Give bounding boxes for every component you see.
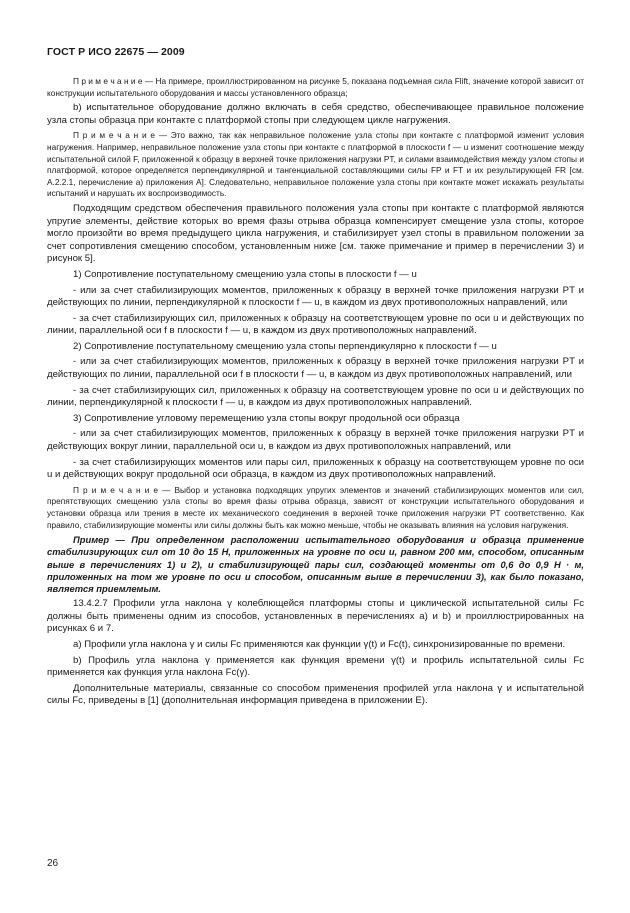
page-number: 26 bbox=[47, 858, 59, 869]
list-item: a) Профили угла наклона γ и силы Fc применяются как функции γ(t) и Fc(t), синхронизированные по времени. bbox=[73, 638, 566, 650]
body-paragraph: b) испытательное оборудование должно включать в себя средство, обеспечивающее правильное положение узла стопы образца при контакте с платформой стопы при следующем цикле нагружения. bbox=[47, 102, 584, 126]
list-item-heading: 1) Сопротивление поступательному смещению узла стопы в плоскости f — u bbox=[73, 268, 417, 280]
list-item: - или за счет стабилизирующих моментов, приложенных к образцу в верхней точке приложения нагрузки PT и действующих вокруг линии, параллельной оси u, в каждом из двух противоположных направлений, или bbox=[47, 428, 584, 453]
list-item: - за счет стабилизирующих сил, приложенных к образцу на соответствующем уровне по оси u и действующих по линии, параллельной оси f в плоскости f — u, в каждом из двух противоположных направлений. bbox=[47, 312, 584, 337]
note-paragraph: П р и м е ч а н и е — Это важно, так как неправильное положение узла стопы при контакте с платформой изменит условия нагружения. Например, неправильное положение узла стопы при контакте с платформой в плоскости f — u изменит соотношение между испытательной силой F, приложенной к образцу в верхней точке приложения нагрузки PT, и силами взаимодействия между узлом стопы и платформой, которое определяется перпендикулярной и тангенциальной составляющими силы FP и FT и их результирующей FR [см. А.2.2.1, перечисление а) приложения А]. Следовательно, неправильное положение узла стопы при контакте может искажать результаты испытаний и нарушать их воспроизводимость. bbox=[47, 130, 584, 199]
list-item: - или за счет стабилизирующих моментов, приложенных к образцу в верхней точке приложения нагрузки PT и действующих по линии, перпендикулярной к плоскости f — u, в каждом из двух противоположных направлений, или bbox=[47, 284, 584, 309]
note-paragraph: П р и м е ч а н и е — Выбор и установка подходящих упругих элементов и значений стабилизирующих моментов или сил, препятствующих смещению узла стопы во время фазы отрыва образца, зависят от конструкции испытательного оборудования и установки образца или трения в месте их механического соединения в верхней точке приложения нагрузки PT соответственно. Как правило, стабилизирующие моменты или силы должны быть как можно меньше, чтобы не оказывать влияния на условия нагружения. bbox=[47, 484, 584, 530]
list-item: - или за счет стабилизирующих моментов, приложенных к образцу в верхней точке приложения нагрузки PT и действующих по линии, параллельной оси f в плоскости f — u, в каждом из двух противоположных направлений, или bbox=[47, 356, 584, 381]
list-item-heading: 2) Сопротивление поступательному смещению узла стопы перпендикулярно к плоскости f — u bbox=[73, 340, 497, 352]
note-paragraph: П р и м е ч а н и е — На примере, проиллюстрированном на рисунке 5, показана подъемная сила Flift, значение которой зависит от конструкции испытательного оборудования и массы установленного образца; bbox=[47, 76, 584, 98]
document-header: ГОСТ Р ИСО 22675 — 2009 bbox=[47, 46, 185, 58]
list-item: - за счет стабилизирующих сил, приложенных к образцу на соответствующем уровне по оси u и действующих по линии, перпендикулярной к плоскости f — u, в каждом из двух противоположных направлений. bbox=[47, 384, 584, 409]
body-paragraph: Подходящим средством обеспечения правильного положения узла стопы при контакте с платформой являются упругие элементы, действие которых во время фазы отрыва образца компенсирует смещение узла стопы, которое могло произойти во время предыдущего цикла нагружения, и стабилизирует узел стопы в правильном положении за счет сопротивления смещению способом, установленным ниже [см. также примечание и пример в перечислении 3) и рисунок 5]. bbox=[47, 202, 584, 265]
list-item: b) Профиль угла наклона γ применяется как функция времени γ(t) и профиль испытательной силы Fc применяется как функция угла наклона Fc(γ). bbox=[47, 654, 584, 679]
body-paragraph: Дополнительные материалы, связанные со способом применения профилей угла наклона γ и испытательной силы Fc, приведены в [1] (дополнительная информация приведена в приложении Е). bbox=[47, 682, 584, 707]
example-paragraph: Пример — При определенном расположении испытательного оборудования и образца применение стабилизирующих сил от 10 до 15 Н, приложенных на уровне по оси u, равном 200 мм, способом, описанным выше в перечислениях 1) и 2), и стабилизирующей пары сил, создающей моменты от 0,6 до 0,9 Н · м, приложенных на том же уровне по оси u способом, описанным выше в перечислении 3), как было показано, является приемлемым. bbox=[47, 534, 584, 594]
list-item: - за счет стабилизирующих моментов или пары сил, приложенных к образцу на соответствующем уровне по оси u и действующих вокруг продольной оси образца, в каждом из двух противоположных направлений. bbox=[47, 456, 584, 481]
clause-paragraph: 13.4.2.7 Профили угла наклона γ колеблющейся платформы стопы и циклической испытательной силы Fc должны быть применены одним из способов, установленных в перечислениях a) и b) и проиллюстрированных на рисунках 6 и 7. bbox=[47, 598, 584, 635]
document-body bbox=[47, 76, 584, 711]
list-item-heading: 3) Сопротивление угловому перемещению узла стопы вокруг продольной оси образца bbox=[73, 412, 460, 424]
